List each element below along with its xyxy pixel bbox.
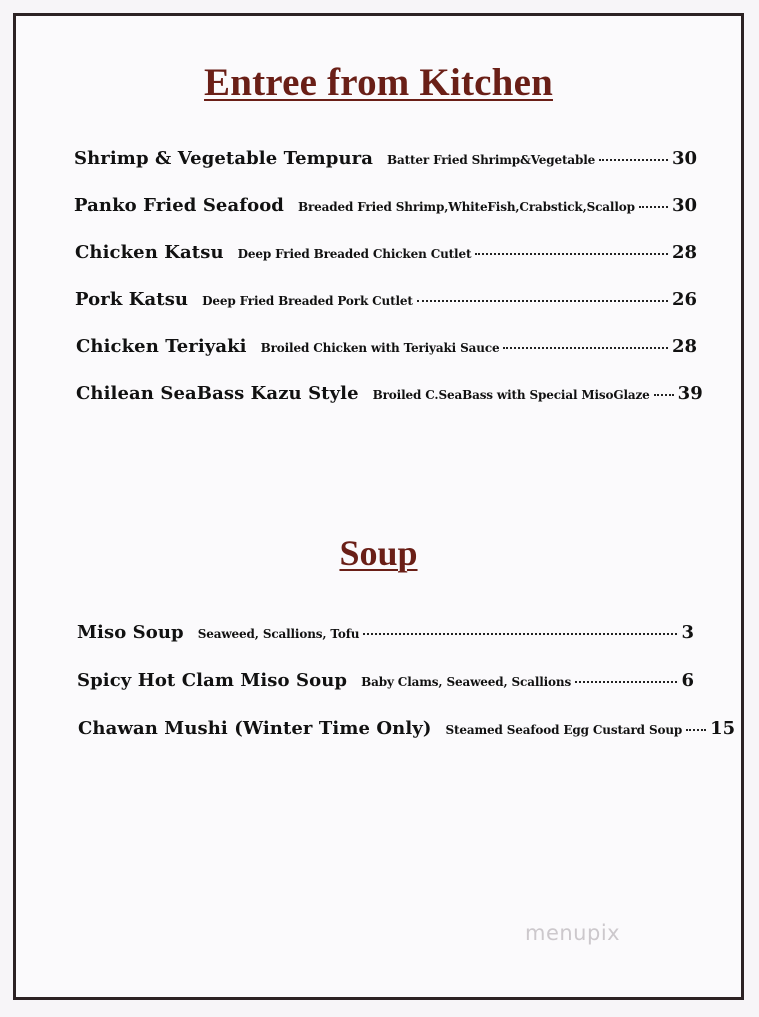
menu-item: [76, 336, 697, 357]
item-description: Deep Fried Breaded Pork Cutlet: [202, 294, 413, 308]
item-price: 28: [671, 242, 697, 263]
item-name: Chawan Mushi (Winter Time Only): [78, 718, 432, 739]
item-description: Steamed Seafood Egg Custard Soup: [445, 723, 683, 737]
dot-leader: [639, 206, 668, 208]
menu-item: [77, 622, 694, 643]
item-name: Spicy Hot Clam Miso Soup: [77, 670, 348, 691]
dot-leader: [654, 394, 674, 396]
section-title-entree: Entree from Kitchen: [204, 61, 553, 104]
item-description: Deep Fried Breaded Chicken Cutlet: [237, 247, 472, 261]
item-price: 30: [671, 195, 697, 216]
item-price: 26: [671, 289, 697, 310]
dot-leader: [599, 159, 668, 161]
item-price: 3: [681, 622, 694, 643]
dot-leader: [417, 300, 668, 302]
menu-item: [74, 148, 697, 169]
item-name: Chilean SeaBass Kazu Style: [76, 383, 359, 404]
item-description: Batter Fried Shrimp&Vegetable: [387, 153, 596, 167]
menu-item: [75, 289, 697, 310]
item-price: 39: [677, 383, 703, 404]
section-title-soup: Soup: [339, 533, 418, 573]
item-price: 6: [681, 670, 694, 691]
item-price: 30: [671, 148, 697, 169]
watermark-logo: menupix: [525, 921, 621, 945]
menu-item: [78, 718, 736, 739]
dot-leader: [363, 633, 677, 635]
dot-leader: [686, 729, 706, 731]
item-name: Shrimp & Vegetable Tempura: [74, 148, 373, 169]
menu-page: [13, 13, 744, 1000]
item-name: Miso Soup: [77, 622, 184, 643]
item-description: Broiled C.SeaBass with Special MisoGlaze: [372, 388, 650, 402]
item-name: Chicken Teriyaki: [76, 336, 247, 357]
item-name: Chicken Katsu: [75, 242, 224, 263]
menu-item: [75, 242, 697, 263]
item-price: 28: [671, 336, 697, 357]
menu-item: [74, 195, 697, 216]
dot-leader: [503, 347, 667, 349]
dot-leader: [575, 681, 677, 683]
item-description: Baby Clams, Seaweed, Scallions: [361, 675, 572, 689]
menu-item: [77, 670, 694, 691]
item-description: Breaded Fried Shrimp,WhiteFish,Crabstick,Scallop: [298, 200, 635, 214]
item-description: Broiled Chicken with Teriyaki Sauce: [260, 341, 500, 355]
item-description: Seaweed, Scallions, Tofu: [197, 627, 360, 641]
item-name: Panko Fried Seafood: [74, 195, 284, 216]
item-price: 15: [710, 718, 736, 739]
menu-item: [76, 383, 703, 404]
dot-leader: [475, 253, 668, 255]
item-name: Pork Katsu: [75, 289, 189, 310]
